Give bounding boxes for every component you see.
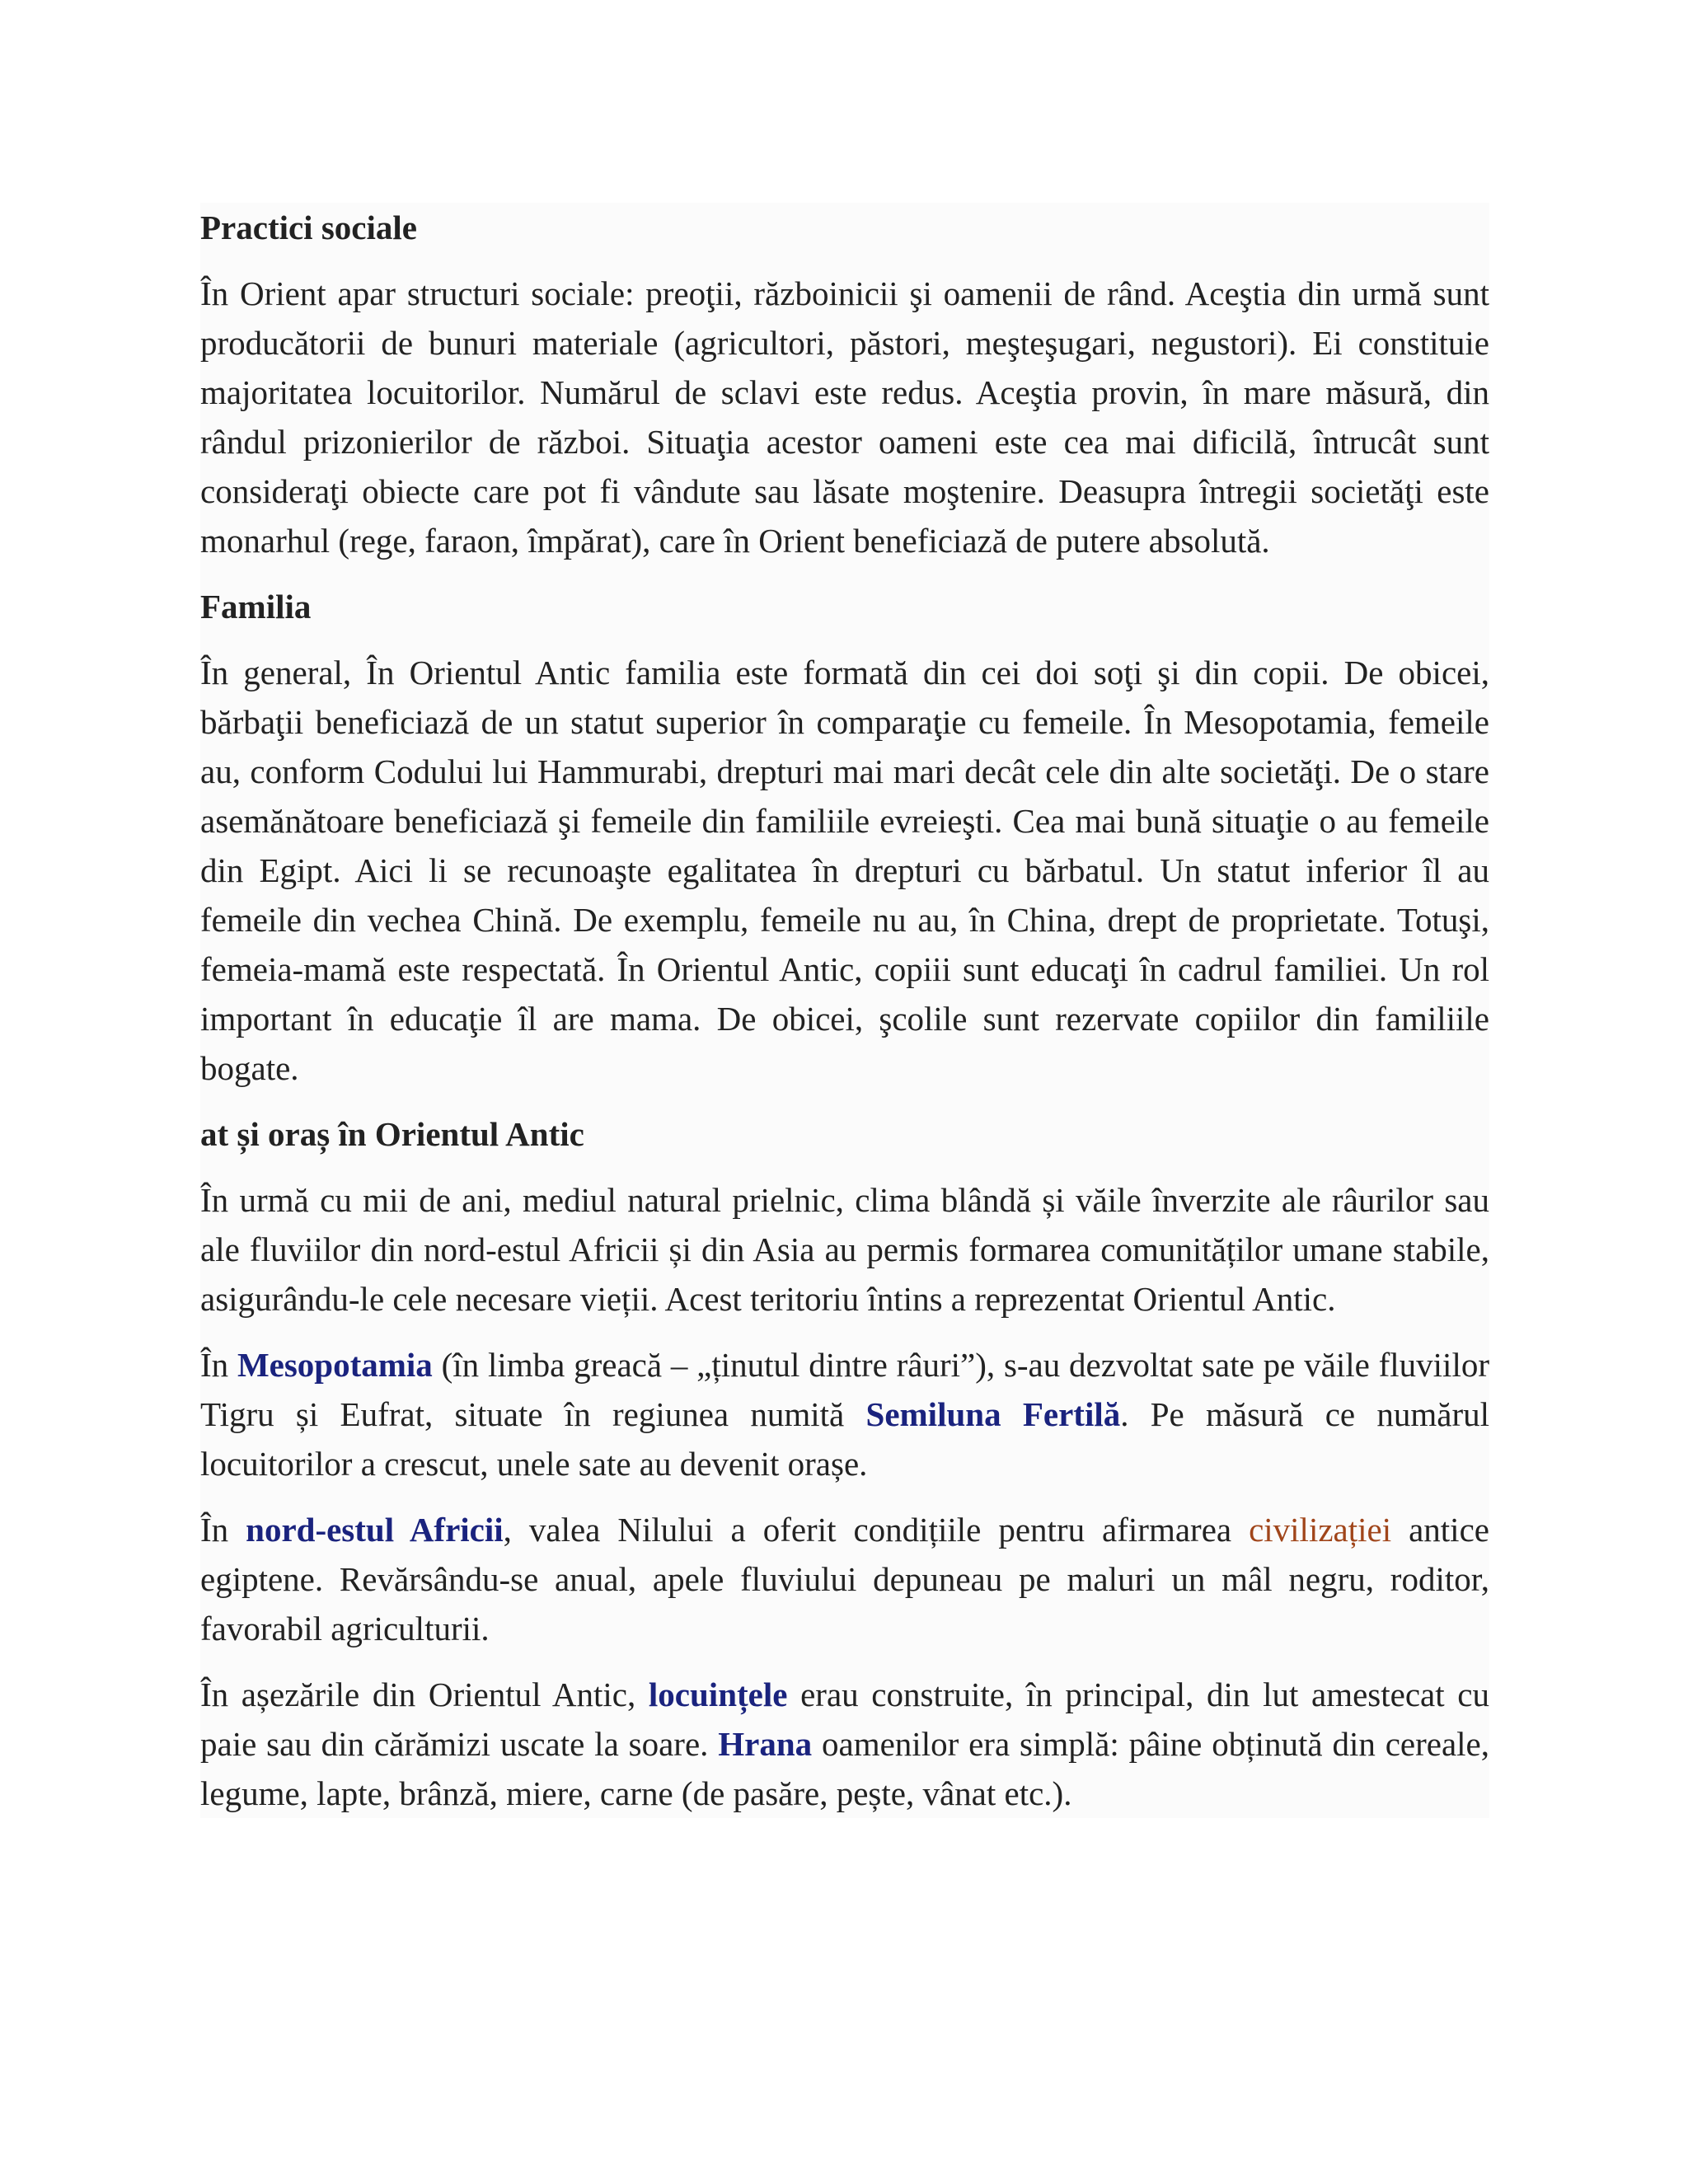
keyword-semiluna-fertila: Semiluna Fertilă	[865, 1395, 1121, 1433]
text-span: În așezările din Orientul Antic,	[200, 1675, 649, 1713]
paragraph-orientul-antic-intro: În urmă cu mii de ani, mediul natural prielnic, clima blândă și văile înverzite ale râurilor sau ale fluviilor din nord-estul Africii și din Asia au permis formarea comunităților umane stabile, asigurându-le cele necesare vieții. Acest teritoriu întins a reprezentat Orientul Antic.	[200, 1181, 1489, 1318]
paragraph-practici-sociale: În Orient apar structuri sociale: preoţii, războinicii şi oamenii de rând. Aceştia din urmă sunt producătorii de bunuri materiale (agricultori, păstori, meşteşugari, negustori). Ei constituie majoritatea locuitorilor. Numărul de sclavi este redus. Aceştia provin, în mare măsură, din rândul prizonierilor de război. Situaţia acestor oameni este cea mai dificilă, întrucât sunt consideraţi obiecte care pot fi vândute sau lăsate moştenire. Deasupra întregii societăţi este monarhul (rege, faraon, împărat), care în Orient beneficiază de putere absolută.	[200, 274, 1489, 560]
text-span: antice egiptene. Revărsându-se anual, apele fluviului depuneau pe maluri un mâl negru, roditor, favorabil agriculturii.	[200, 1511, 1489, 1647]
text-span: erau construite, în principal, din lut amestecat cu paie sau din cărămizi uscate la soare.	[200, 1675, 1489, 1763]
keyword-mesopotamia: Mesopotamia	[237, 1346, 433, 1384]
paragraph-egipt	[200, 1505, 1489, 1653]
section-heading-familia: Familia	[200, 588, 312, 626]
keyword-civilizatiei: civilizației	[1249, 1511, 1392, 1549]
paragraph-familia: În general, În Orientul Antic familia este formată din cei doi soţi şi din copii. De obicei, bărbaţii beneficiază de un statut superior în comparaţie cu femeile. În Mesopotamia, femeile au, conform Codului lui Hammurabi, drepturi mai mari decât cele din alte societăţi. De o stare asemănătoare beneficiază şi femeile din familiile evreieşti. Cea mai bună situaţie o au femeile din Egipt. Aici li se recunoaşte egalitatea în drepturi cu bărbatul. Un statut inferior îl au femeile din vechea Chină. De exemplu, femeile nu au, în China, drept de proprietate. Totuşi, femeia-mamă este respectată. În Orientul Antic, copiii sunt educaţi în cadrul familiei. Un rol important în educaţie îl are mama. De obicei, şcolile sunt rezervate copiilor din familiile bogate.	[200, 654, 1489, 1087]
paragraph-locuinte-hrana	[200, 1670, 1489, 1818]
document-body	[200, 203, 1489, 1818]
text-span: , valea Nilului a oferit condițiile pentru afirmarea	[503, 1511, 1250, 1549]
text-span: În	[200, 1346, 237, 1384]
section-heading-sat-si-oras: at și oraș în Orientul Antic	[200, 1115, 584, 1153]
keyword-hrana: Hrana	[718, 1725, 813, 1763]
text-span: . Pe măsură ce numărul locuitorilor a crescut, unele sate au devenit orașe.	[200, 1395, 1490, 1483]
text-span: În	[200, 1511, 246, 1549]
section-heading-practici-sociale: Practici sociale	[200, 209, 417, 246]
text-span: (în limba greacă – „ținutul dintre râuri”), s-au dezvoltat sate pe văile fluviilor Tigru și Eufrat, situate în regiunea numită	[200, 1346, 1489, 1433]
keyword-nord-estul-africii: nord-estul Africii	[246, 1511, 504, 1549]
paragraph-mesopotamia	[200, 1340, 1489, 1488]
document-page	[200, 188, 1489, 1835]
keyword-locuintele: locuințele	[648, 1675, 788, 1713]
text-span: oamenilor era simplă: pâine obținută din cereale, legume, lapte, brânză, miere, carne (de pasăre, pește, vânat etc.).	[200, 1725, 1489, 1812]
